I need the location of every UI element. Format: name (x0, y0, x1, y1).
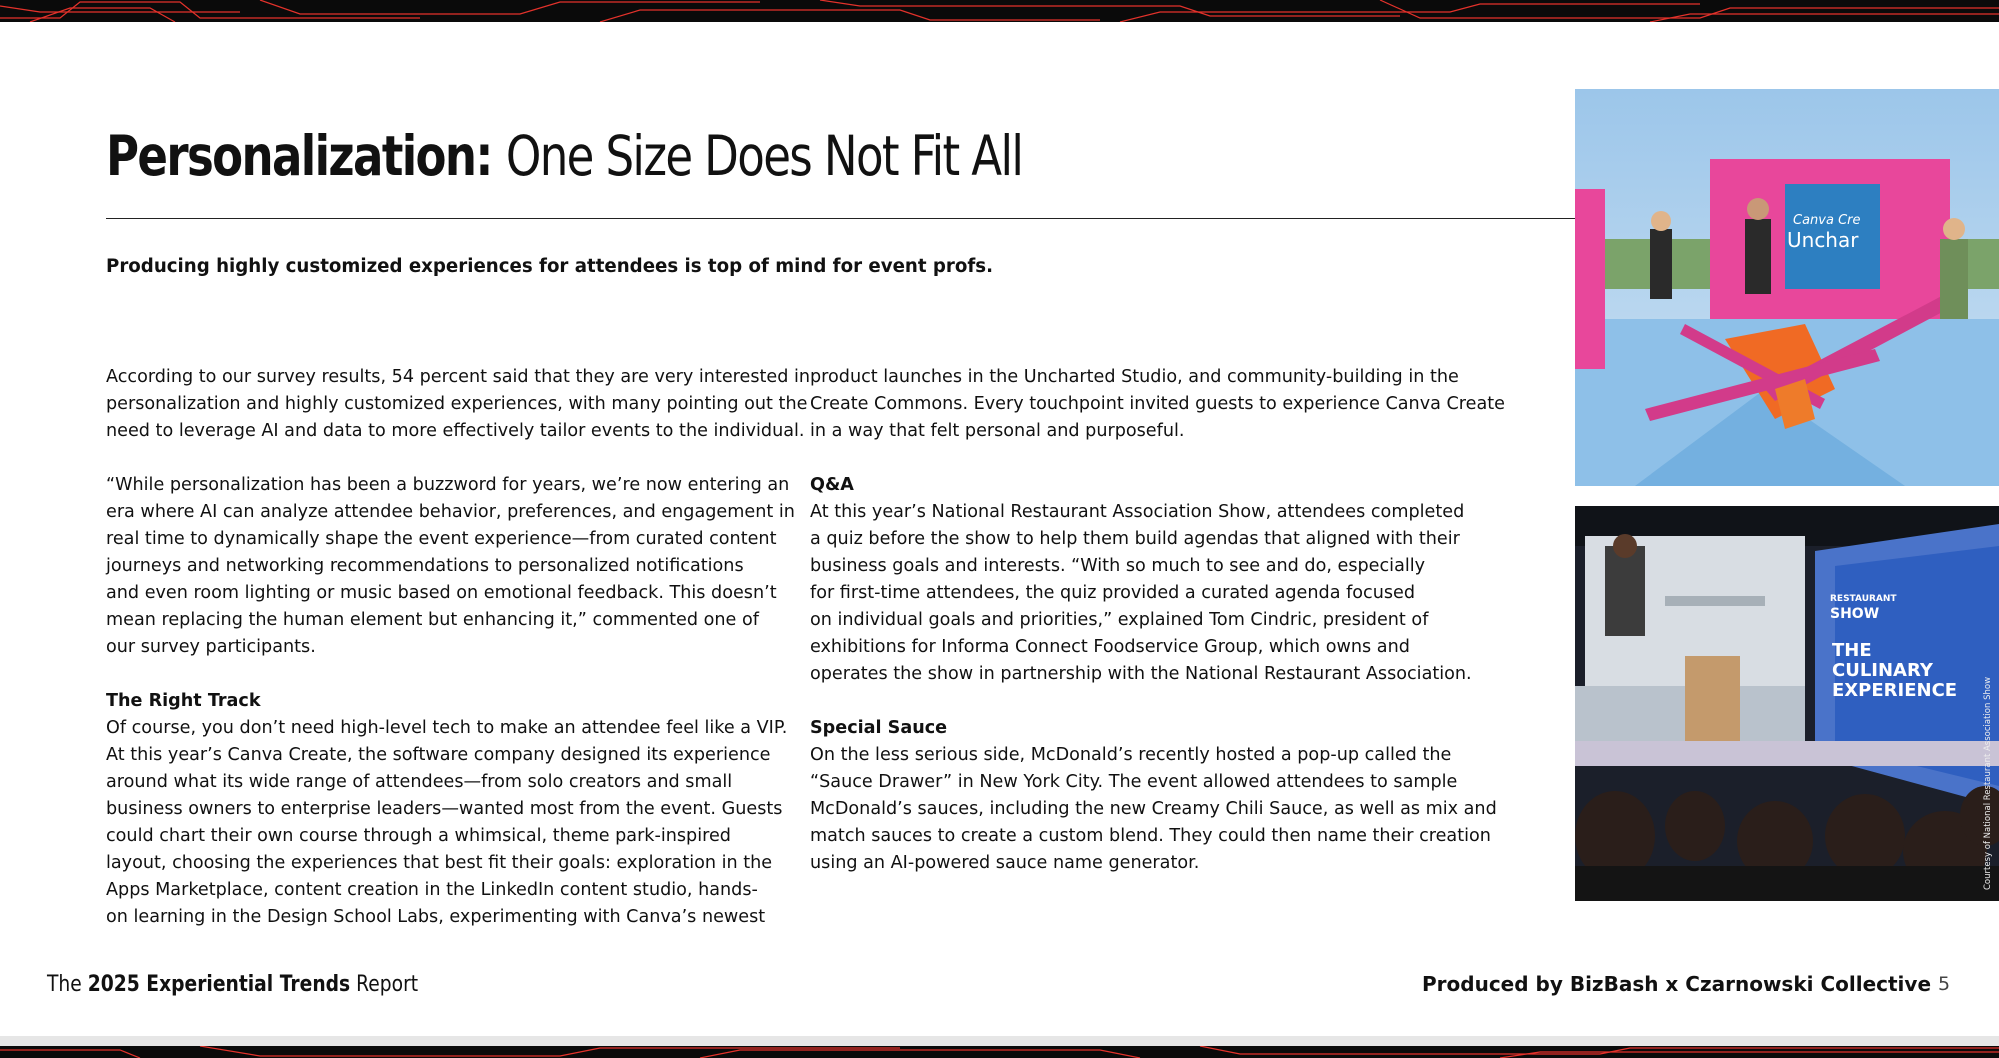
page-number: 5 (1938, 973, 1951, 995)
footer-year-title: 2025 Experiential Trends (87, 972, 351, 997)
body-text-line: business goals and interests. “With so much to see and do, especially (810, 556, 1426, 576)
banner-small-text: RESTAURANT (1830, 594, 1897, 604)
canva-create-photo (1575, 89, 1999, 486)
right-body-column (810, 364, 1505, 877)
body-text-line: real time to dynamically shape the event experience—from curated content (106, 529, 777, 549)
body-text-line: “Sauce Drawer” in New York City. The event allowed attendees to sample (810, 772, 1458, 792)
banner-title-3: EXPERIENCE (1832, 680, 1958, 701)
footer-prefix: The (47, 972, 82, 997)
body-text-line: business owners to enterprise leaders—wanted most from the event. Guests (106, 799, 783, 819)
body-text-line: our survey participants. (106, 637, 316, 657)
body-text-line: mean replacing the human element but enhancing it,” commented one of (106, 610, 759, 630)
body-text-line: At this year’s National Restaurant Association Show, attendees completed (810, 502, 1465, 522)
body-text-line: match sauces to create a custom blend. They could then name their creation (810, 826, 1491, 846)
body-text-line: Create Commons. Every touchpoint invited guests to experience Canva Create (810, 394, 1505, 414)
section-heading: Q&A (810, 475, 854, 495)
body-text-line: on learning in the Design School Labs, experimenting with Canva’s newest (106, 907, 766, 927)
banner-title-2: CULINARY (1832, 660, 1933, 681)
left-body-column (106, 364, 811, 931)
bottom-decorative-band (0, 1046, 1999, 1058)
body-text-line: need to leverage AI and data to more effectively tailor events to the individual. (106, 421, 805, 441)
body-text-line: layout, choosing the experiences that best fit their goals: exploration in the (106, 853, 773, 873)
body-text-line: could chart their own course through a whimsical, theme park-inspired (106, 826, 731, 846)
title-divider (106, 218, 1575, 219)
body-text-line: for first-time attendees, the quiz provided a curated agenda focused (810, 583, 1416, 603)
canva-sign-line1: Canva Cre (1793, 213, 1861, 228)
banner-title-1: THE (1832, 640, 1872, 661)
body-text-line: Of course, you don’t need high-level tech to make an attendee feel like a VIP. (106, 718, 788, 738)
paragraph-gap (106, 445, 796, 472)
paragraph-gap (106, 661, 796, 688)
section-heading: Special Sauce (810, 718, 948, 738)
body-text-line: According to our survey results, 54 percent said that they are very interested in (106, 367, 811, 387)
body-text-line: At this year’s Canva Create, the software company designed its experience (106, 745, 771, 765)
body-text-line: around what its wide range of attendees—from solo creators and small (106, 772, 733, 792)
photo-credit: Courtesy of National Restaurant Association Show (1983, 676, 1993, 890)
top-decorative-band (0, 0, 1999, 22)
title-strong: Personalization: (106, 124, 492, 188)
body-text-line: journeys and networking recommendations to personalized notifications (106, 556, 744, 576)
body-text-line: in a way that felt personal and purposeful. (810, 421, 1185, 441)
body-text-line: product launches in the Uncharted Studio, and community-building in the (810, 367, 1459, 387)
paragraph-gap (810, 445, 1500, 472)
body-text-line: exhibitions for Informa Connect Foodservice Group, which owns and (810, 637, 1410, 657)
body-text-line: era where AI can analyze attendee behavior, preferences, and engagement in (106, 502, 795, 522)
footer-divider (0, 1036, 1999, 1046)
title-light: One Size Does Not Fit All (505, 124, 1023, 188)
body-text-line: using an AI-powered sauce name generator. (810, 853, 1200, 873)
band-pattern-icon (0, 1046, 1999, 1058)
paragraph-gap (810, 688, 1500, 715)
culinary-experience-photo (1575, 506, 1999, 901)
banner-show-text: SHOW (1830, 606, 1880, 622)
produced-by-credit: Produced by BizBash x Czarnowski Collective (1422, 972, 1932, 996)
body-text-line: and even room lighting or music based on emotional feedback. This doesn’t (106, 583, 777, 603)
body-text-line: personalization and highly customized experiences, with many pointing out the (106, 394, 808, 414)
body-text-line: “While personalization has been a buzzword for years, we’re now entering an (106, 475, 790, 495)
section-heading: The Right Track (106, 691, 261, 711)
body-text-line: McDonald’s sauces, including the new Creamy Chili Sauce, as well as mix and (810, 799, 1497, 819)
body-text-line: a quiz before the show to help them build agendas that aligned with their (810, 529, 1460, 549)
report-title-footer (47, 972, 418, 997)
intro-subheading: Producing highly customized experiences for attendees is top of mind for event profs. (106, 256, 994, 277)
footer-suffix: Report (356, 972, 419, 997)
body-text-line: on individual goals and priorities,” explained Tom Cindric, president of (810, 610, 1429, 630)
band-pattern-icon (0, 0, 1999, 22)
canva-sign-line2: Unchar (1787, 228, 1859, 252)
body-text-line: operates the show in partnership with the National Restaurant Association. (810, 664, 1472, 684)
body-text-line: Apps Marketplace, content creation in the LinkedIn content studio, hands- (106, 880, 758, 900)
page-title (106, 112, 1022, 200)
body-text-line: On the less serious side, McDonald’s recently hosted a pop-up called the (810, 745, 1452, 765)
